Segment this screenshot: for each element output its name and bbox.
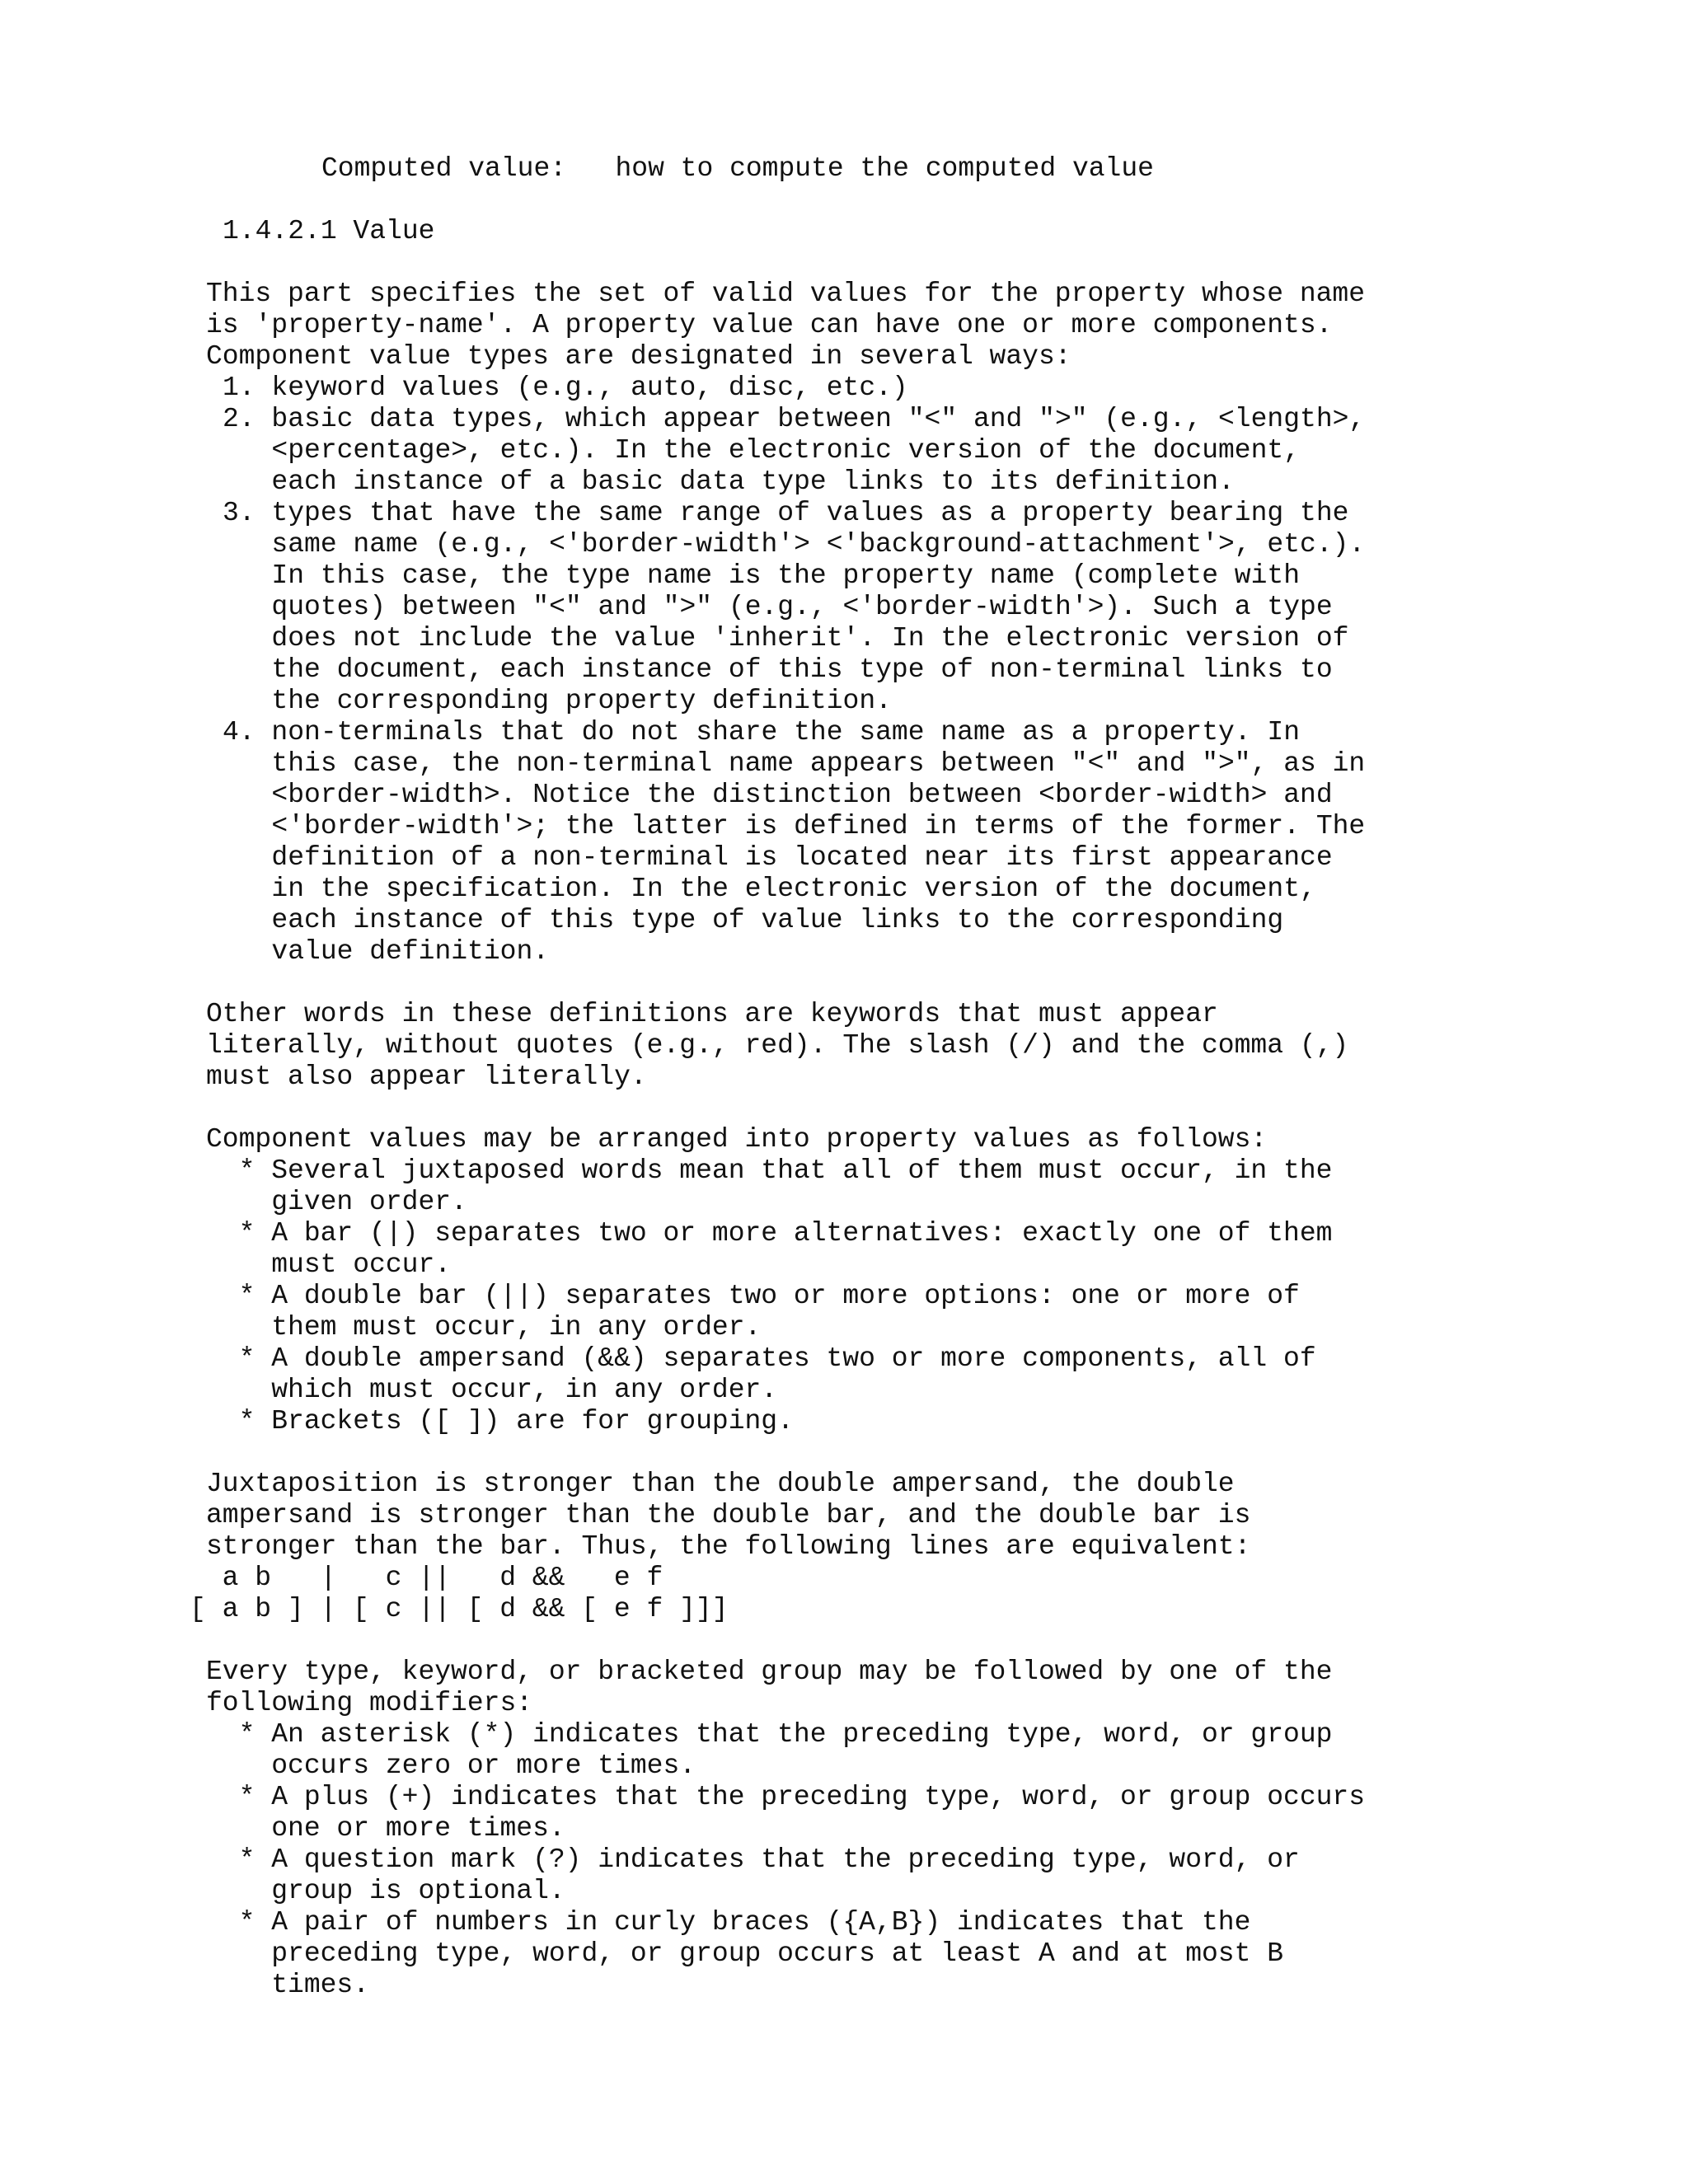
numbered-list-line: each instance of a basic data type links to its definition. [223, 466, 1235, 497]
keywords-paragraph-line: must also appear literally. [206, 1062, 647, 1092]
modifiers-paragraph-line: * A pair of numbers in curly braces ({A,B}) indicates that the [206, 1907, 1251, 1938]
numbered-list-line: each instance of this type of value links to the corresponding [223, 905, 1284, 935]
numbered-list-line: the document, each instance of this type of non-terminal links to [223, 654, 1333, 685]
equivalence-example-line: a b | c || d && e f [190, 1563, 663, 1593]
modifiers-paragraph-line: * An asterisk (*) indicates that the preceding type, word, or group [206, 1719, 1333, 1750]
numbered-list-line: <percentage>, etc.). In the electronic version of the document, [223, 435, 1301, 466]
modifiers-paragraph-line: Every type, keyword, or bracketed group may be followed by one of the [206, 1657, 1333, 1687]
arrangement-paragraph-line: * Several juxtaposed words mean that all of them must occur, in the [206, 1155, 1333, 1186]
modifiers-paragraph-line: * A plus (+) indicates that the preceding type, word, or group occurs [206, 1782, 1366, 1812]
section-heading-line: 1.4.2.1 Value [223, 216, 435, 246]
numbered-list-line: definition of a non-terminal is located near its first appearance [223, 842, 1333, 873]
numbered-list-line: 2. basic data types, which appear between "<" and ">" (e.g., <length>, [223, 404, 1366, 434]
modifiers-paragraph-line: following modifiers: [206, 1688, 533, 1718]
numbered-list-line: does not include the value 'inherit'. In the electronic version of [223, 623, 1349, 654]
precedence-paragraph-line: Juxtaposition is stronger than the double ampersand, the double [206, 1469, 1235, 1499]
modifiers-paragraph-line: * A question mark (?) indicates that the preceding type, word, or [206, 1844, 1300, 1875]
numbered-list-line: this case, the non-terminal name appears between "<" and ">", as in [223, 748, 1366, 779]
numbered-list-line: value definition. [223, 936, 550, 967]
arrangement-paragraph-line: * A double bar (||) separates two or more options: one or more of [206, 1281, 1300, 1311]
arrangement-paragraph-line: * A double ampersand (&&) separates two or more components, all of [206, 1343, 1316, 1374]
modifiers-paragraph-line: group is optional. [206, 1876, 565, 1906]
numbered-list-line: In this case, the type name is the property name (complete with [223, 560, 1301, 591]
intro-paragraph-line: Component value types are designated in several ways: [206, 341, 1071, 372]
numbered-list-line: the corresponding property definition. [223, 686, 892, 716]
numbered-list-line: quotes) between "<" and ">" (e.g., <'border-width'>). Such a type [223, 592, 1333, 622]
arrangement-paragraph-line: which must occur, in any order. [206, 1375, 778, 1405]
arrangement-paragraph-line: them must occur, in any order. [206, 1312, 762, 1343]
modifiers-paragraph-line: one or more times. [206, 1813, 565, 1844]
numbered-list-line: same name (e.g., <'border-width'> <'background-attachment'>, etc.). [223, 529, 1366, 560]
arrangement-paragraph-line: Component values may be arranged into property values as follows: [206, 1124, 1268, 1155]
numbered-list-line: 1. keyword values (e.g., auto, disc, etc.) [223, 373, 908, 403]
equivalence-example-line: [ a b ] | [ c || [ d && [ e f ]]] [190, 1594, 729, 1624]
intro-paragraph-line: is 'property-name'. A property value can have one or more components. [206, 310, 1333, 340]
arrangement-paragraph-line: given order. [206, 1187, 467, 1217]
keywords-paragraph-line: Other words in these definitions are keywords that must appear [206, 999, 1218, 1029]
arrangement-paragraph-line: * Brackets ([ ]) are for grouping. [206, 1406, 794, 1436]
modifiers-paragraph-line: times. [206, 1970, 370, 2000]
numbered-list-line: in the specification. In the electronic version of the document, [223, 874, 1316, 904]
arrangement-paragraph-line: must occur. [206, 1249, 452, 1280]
arrangement-paragraph-line: * A bar (|) separates two or more alternatives: exactly one of them [206, 1218, 1333, 1249]
intro-paragraph-line: This part specifies the set of valid values for the property whose name [206, 279, 1366, 309]
precedence-paragraph-line: stronger than the bar. Thus, the following lines are equivalent: [206, 1531, 1251, 1562]
numbered-list-line: 4. non-terminals that do not share the same name as a property. In [223, 717, 1301, 748]
computed-value-row-line: Computed value: how to compute the computed value [321, 153, 1154, 184]
numbered-list-line: 3. types that have the same range of values as a property bearing the [223, 498, 1349, 528]
modifiers-paragraph-line: preceding type, word, or group occurs at least A and at most B [206, 1938, 1284, 1969]
precedence-paragraph-line: ampersand is stronger than the double bar, and the double bar is [206, 1500, 1251, 1530]
numbered-list-line: <'border-width'>; the latter is defined in terms of the former. The [223, 811, 1366, 841]
modifiers-paragraph-line: occurs zero or more times. [206, 1750, 696, 1781]
numbered-list-line: <border-width>. Notice the distinction between <border-width> and [223, 780, 1333, 810]
keywords-paragraph-line: literally, without quotes (e.g., red). The slash (/) and the comma (,) [206, 1030, 1349, 1061]
